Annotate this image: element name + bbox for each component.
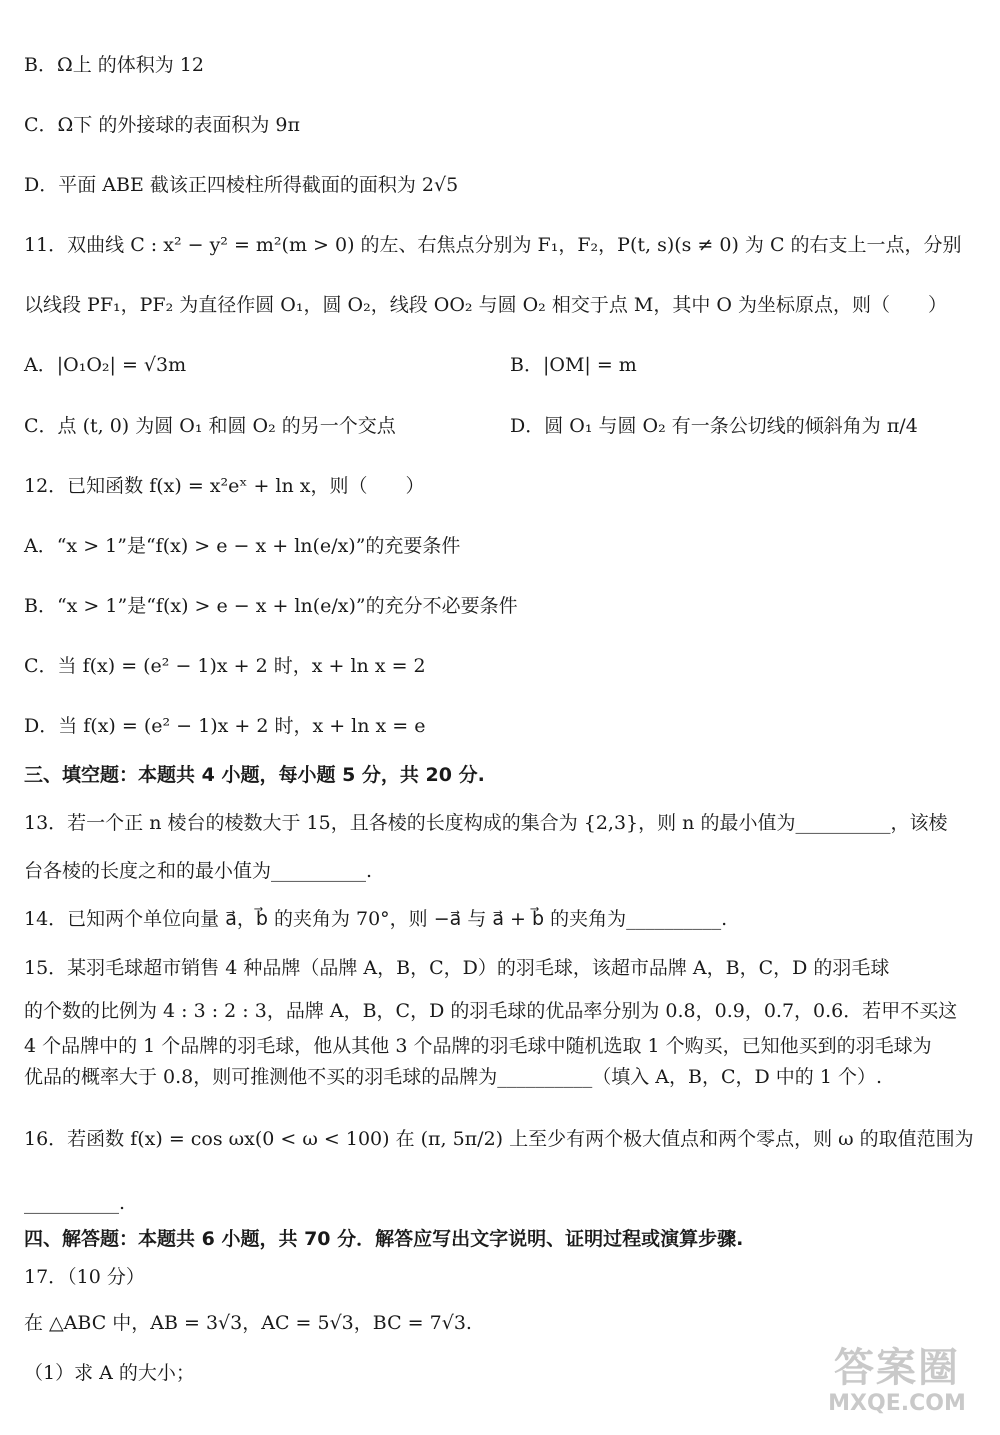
question-11-line-1: 11．双曲线 C : x² − y² = m²(m > 0) 的左、右焦点分别为 F₁，F₂，P(t, s)(s ≠ 0) 为 C 的右支上一点，分别 xyxy=(24,234,962,256)
question-11-line-2: 以线段 PF₁，PF₂ 为直径作圆 O₁，圆 O₂，线段 OO₂ 与圆 O₂ 相交于点 M，其中 O 为坐标原点，则（ ） xyxy=(24,294,947,316)
option-b-q12: B．“x > 1”是“f(x) > e − x + ln(e/x)”的充分不必要条件 xyxy=(24,595,518,617)
question-13-line-2: 台各棱的长度之和的最小值为__________. xyxy=(24,860,373,882)
question-17-text: 在 △ABC 中，AB = 3√3，AC = 5√3，BC = 7√3. xyxy=(24,1312,472,1334)
question-15-line-3: 4 个品牌中的 1 个品牌的羽毛球，他从其他 3 个品牌的羽毛球中随机选取 1 个购买，已知他买到的羽毛球为 xyxy=(24,1035,932,1057)
question-15-line-2: 的个数的比例为 4 : 3 : 2 : 3，品牌 A，B，C，D 的羽毛球的优品率分别为 0.8，0.9，0.7，0.6．若甲不买这 xyxy=(24,1000,958,1022)
question-15-line-1: 15．某羽毛球超市销售 4 种品牌（品牌 A，B，C，D）的羽毛球，该超市品牌 A，B，C，D 的羽毛球 xyxy=(24,957,890,979)
watermark-url: MXQE.COM xyxy=(828,1391,966,1416)
option-b-q10: B．Ω上 的体积为 12 xyxy=(24,54,204,76)
question-15-line-4: 优品的概率大于 0.8，则可推测他不买的羽毛球的品牌为__________（填入 A，B，C，D 中的 1 个）. xyxy=(24,1066,882,1088)
question-14: 14．已知两个单位向量 a⃗，b⃗ 的夹角为 70°，则 −a⃗ 与 a⃗ + b⃗ 的夹角为__________. xyxy=(24,908,728,930)
question-17-header: 17．（10 分） xyxy=(24,1266,145,1288)
option-b-q11: B．|OM| = m xyxy=(510,354,637,376)
site-watermark xyxy=(812,1345,982,1425)
option-d-q12: D．当 f(x) = (e² − 1)x + 2 时，x + ln x = e xyxy=(24,715,426,737)
option-a-q11: A．|O₁O₂| = √3m xyxy=(24,354,187,376)
watermark-logo-text: 答案圈 xyxy=(834,1345,960,1391)
question-16-line-1: 16．若函数 f(x) = cos ωx(0 < ω < 100) 在 (π, 5π/2) 上至少有两个极大值点和两个零点，则 ω 的取值范围为 xyxy=(24,1128,974,1150)
section-3-heading: 三、填空题：本题共 4 小题，每小题 5 分，共 20 分. xyxy=(24,764,485,786)
question-12: 12．已知函数 f(x) = x²eˣ + ln x，则（ ） xyxy=(24,475,425,497)
question-13-line-1: 13．若一个正 n 棱台的棱数大于 15，且各棱的长度构成的集合为 {2,3}，则 n 的最小值为__________，该棱 xyxy=(24,812,948,834)
option-d-q11: D．圆 O₁ 与圆 O₂ 有一条公切线的倾斜角为 π/4 xyxy=(510,415,918,437)
option-c-q10: C．Ω下 的外接球的表面积为 9π xyxy=(24,114,300,136)
question-17-part-1: （1）求 A 的大小； xyxy=(24,1362,195,1384)
option-a-q12: A．“x > 1”是“f(x) > e − x + ln(e/x)”的充要条件 xyxy=(24,535,461,557)
option-c-q11: C．点 (t, 0) 为圆 O₁ 和圆 O₂ 的另一个交点 xyxy=(24,415,396,437)
option-c-q12: C．当 f(x) = (e² − 1)x + 2 时，x + ln x = 2 xyxy=(24,655,426,677)
question-16-line-2: __________. xyxy=(24,1192,126,1214)
option-d-q10: D．平面 ABE 截该正四棱柱所得截面的面积为 2√5 xyxy=(24,174,459,196)
section-4-heading: 四、解答题：本题共 6 小题，共 70 分．解答应写出文字说明、证明过程或演算步骤. xyxy=(24,1228,744,1250)
